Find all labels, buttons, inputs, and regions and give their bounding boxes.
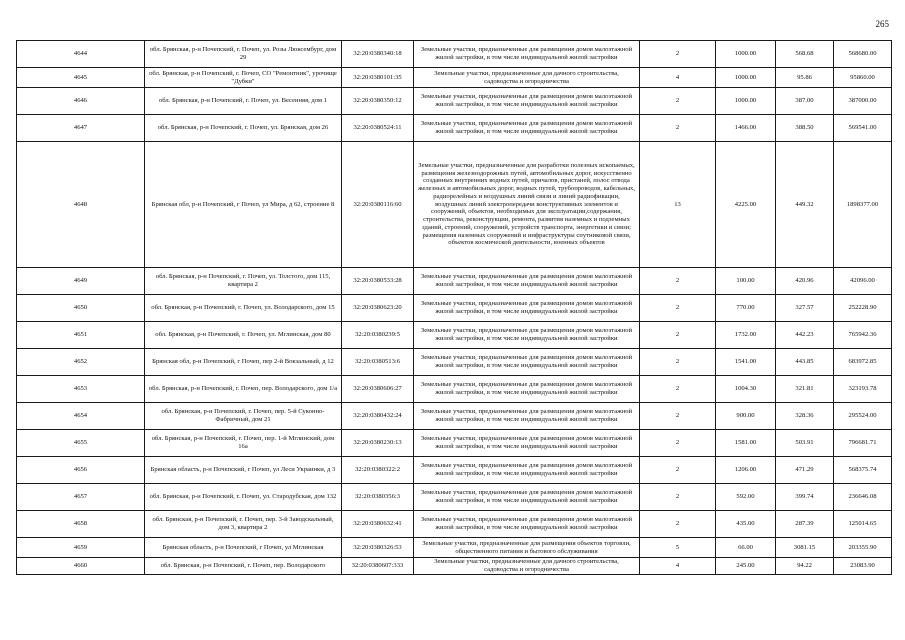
cadastral-value: 252228.90 [834,295,892,322]
land-use-purpose: Земельные участки, предназначенные для размещения домов малоэтажной жилой застройки, в том числе индивидуальной жилой застройки [414,403,640,430]
area-value: 1004.30 [716,376,776,403]
record-number: 4645 [17,68,145,88]
record-number: 4658 [17,511,145,538]
land-use-purpose: Земельные участки, предназначенные для размещения домов малоэтажной жилой застройки, в том числе индивидуальной жилой застройки [414,322,640,349]
cadastral-number: 32:20:0380623:20 [342,295,414,322]
table-row [17,457,892,484]
land-use-purpose: Земельные участки, предназначенные для размещения домов малоэтажной жилой застройки, в том числе индивидуальной жилой застройки [414,268,640,295]
specific-value: 94.22 [776,558,834,575]
address-cell: Брянская область, р-н Почепский, г Почеп, ул Мглинская [145,538,342,558]
cadastral-value: 203355.90 [834,538,892,558]
address-cell: обл. Брянская, р-н Почепский, г. Почеп, пер. 3-й Заводскальный, дом 3, квартира 2 [145,511,342,538]
address-cell: обл. Брянская, р-н Почепский, г. Почеп, пер. Володарского, дом 1/а [145,376,342,403]
cadastral-number: 32:20:0380340:18 [342,41,414,68]
address-cell: обл. Брянская, р-н Почепский, г. Почеп, пер. 5-й Суконно-Фабричный, дом 21 [145,403,342,430]
table-row [17,68,892,88]
use-type-code: 2 [640,511,716,538]
cadastral-value: 125014.65 [834,511,892,538]
address-cell: обл. Брянская, р-н Почепский, г. Почеп, ул. Весенняя, дом 1 [145,88,342,115]
area-value: 66.00 [716,538,776,558]
record-number: 4646 [17,88,145,115]
specific-value: 399.74 [776,484,834,511]
land-use-purpose: Земельные участки, предназначенные для размещения объектов торговли, общественного питания и бытового обслуживания [414,538,640,558]
area-value: 4225.00 [716,142,776,268]
cadastral-number: 32:20:0380432:24 [342,403,414,430]
cadastral-number: 32:20:0380607:333 [342,558,414,575]
land-use-purpose: Земельные участки, предназначенные для размещения домов малоэтажной жилой застройки, в том числе индивидуальной жилой застройки [414,511,640,538]
area-value: 1000.00 [716,88,776,115]
land-use-purpose: Земельные участки, предназначенные для размещения домов малоэтажной жилой застройки, в том числе индивидуальной жилой застройки [414,457,640,484]
cadastral-number: 32:20:0380230:13 [342,430,414,457]
table-row [17,322,892,349]
cadastral-number: 32:20:0380606:27 [342,376,414,403]
table-row [17,295,892,322]
area-value: 1541.00 [716,349,776,376]
use-type-code: 4 [640,68,716,88]
record-number: 4650 [17,295,145,322]
table-body [17,41,892,575]
specific-value: 327.57 [776,295,834,322]
table-row [17,41,892,68]
specific-value: 568.68 [776,41,834,68]
use-type-code: 2 [640,88,716,115]
area-value: 245.00 [716,558,776,575]
table-row [17,88,892,115]
specific-value: 321.81 [776,376,834,403]
address-cell: обл. Брянская, р-н Почепский, г. Почеп, ул. Мглинская, дом 80 [145,322,342,349]
area-value: 900.00 [716,403,776,430]
land-use-purpose: Земельные участки, предназначенные для размещения домов малоэтажной жилой застройки, в том числе индивидуальной жилой застройки [414,430,640,457]
cadastral-number: 32:20:0380356:3 [342,484,414,511]
use-type-code: 5 [640,538,716,558]
land-use-purpose: Земельные участки, предназначенные для разработки полезных ископаемых, размещения железнодорожных путей, автомобильных дорог, искусственно созданных внутренних водных путей, причалов, пристаней, полос отвода железных и автомобильных дорог, водных путей, трубопроводов, кабельных, радиорелейных и воздушных линий связи и линий радиофикации, воздушных линий электропередачи конструктивных элементов и сооружений, объектов, необходимых для эксплуатации,содержания, строительства, реконструкции, ремонта, развития наземных и подземных зданий, строений, сооружений, устройств транспорта, энергетики и связи; размещения наземных сооружений и инфраструктуры спутниковой связи, объектов космической деятельности, военных объектов [414,142,640,268]
use-type-code: 13 [640,142,716,268]
record-number: 4656 [17,457,145,484]
record-number: 4647 [17,115,145,142]
record-number: 4657 [17,484,145,511]
cadastral-number: 32:20:0380524:11 [342,115,414,142]
table-row [17,511,892,538]
area-value: 1000.00 [716,68,776,88]
use-type-code: 4 [640,558,716,575]
address-cell: обл. Брянская, р-н Почепский, г. Почеп, ул. Володарского, дом 15 [145,295,342,322]
area-value: 435.00 [716,511,776,538]
use-type-code: 2 [640,268,716,295]
cadastral-value-table [16,40,892,575]
use-type-code: 2 [640,322,716,349]
land-use-purpose: Земельные участки, предназначенные для дачного строительства, садоводства и огородничества [414,558,640,575]
land-use-purpose: Земельные участки, предназначенные для размещения домов малоэтажной жилой застройки, в том числе индивидуальной жилой застройки [414,295,640,322]
table-row [17,376,892,403]
address-cell: Брянская область, р-н Почепский, г Почеп, ул Леси Украинки, д 3 [145,457,342,484]
specific-value: 471.29 [776,457,834,484]
land-use-purpose: Земельные участки, предназначенные для размещения домов малоэтажной жилой застройки, в том числе индивидуальной жилой застройки [414,41,640,68]
cadastral-number: 32:20:0380533:28 [342,268,414,295]
area-value: 1000.00 [716,41,776,68]
cadastral-value: 23083.90 [834,558,892,575]
cadastral-value: 568375.74 [834,457,892,484]
use-type-code: 2 [640,457,716,484]
specific-value: 388.50 [776,115,834,142]
area-value: 1581.00 [716,430,776,457]
cadastral-value: 295524.00 [834,403,892,430]
cadastral-value: 683972.85 [834,349,892,376]
use-type-code: 2 [640,484,716,511]
table-row [17,558,892,575]
cadastral-value: 323193.78 [834,376,892,403]
record-number: 4655 [17,430,145,457]
cadastral-value: 42096.00 [834,268,892,295]
table-row [17,349,892,376]
area-value: 770.00 [716,295,776,322]
use-type-code: 2 [640,41,716,68]
table-row [17,142,892,268]
record-number: 4653 [17,376,145,403]
cadastral-value: 796681.71 [834,430,892,457]
specific-value: 503.91 [776,430,834,457]
record-number: 4659 [17,538,145,558]
specific-value: 95.86 [776,68,834,88]
cadastral-value: 1898377.00 [834,142,892,268]
page-number: 265 [875,19,889,29]
area-value: 1206.00 [716,457,776,484]
use-type-code: 2 [640,403,716,430]
address-cell: обл. Брянская, р-н Почепский, г. Почеп, пер. Володарского [145,558,342,575]
address-cell: Брянская обл, р-н Почепский, г Почеп, пер 2-й Вокзальный, д 12 [145,349,342,376]
cadastral-number: 32:20:0380116:60 [342,142,414,268]
land-use-purpose: Земельные участки, предназначенные для размещения домов малоэтажной жилой застройки, в том числе индивидуальной жилой застройки [414,88,640,115]
specific-value: 328.36 [776,403,834,430]
cadastral-value: 387000.00 [834,88,892,115]
record-number: 4649 [17,268,145,295]
land-use-purpose: Земельные участки, предназначенные для размещения домов малоэтажной жилой застройки, в том числе индивидуальной жилой застройки [414,115,640,142]
cadastral-number: 32:20:0380513:6 [342,349,414,376]
specific-value: 287.39 [776,511,834,538]
use-type-code: 2 [640,349,716,376]
specific-value: 449.32 [776,142,834,268]
land-use-purpose: Земельные участки, предназначенные для размещения домов малоэтажной жилой застройки, в том числе индивидуальной жилой застройки [414,376,640,403]
cadastral-value: 569541.00 [834,115,892,142]
cadastral-value: 95860.00 [834,68,892,88]
use-type-code: 2 [640,430,716,457]
record-number: 4654 [17,403,145,430]
table-row [17,268,892,295]
specific-value: 443.85 [776,349,834,376]
table-row [17,484,892,511]
area-value: 100.00 [716,268,776,295]
address-cell: обл. Брянская, р-н Почепский, г. Почеп, СО "Ремонтник", урочище "Дубки" [145,68,342,88]
use-type-code: 2 [640,295,716,322]
cadastral-number: 32:20:0380101:35 [342,68,414,88]
record-number: 4648 [17,142,145,268]
area-value: 1466.00 [716,115,776,142]
cadastral-number: 32:20:0380239:5 [342,322,414,349]
cadastral-value: 765942.36 [834,322,892,349]
area-value: 592.00 [716,484,776,511]
address-cell: Брянская обл, р-н Почепский, г Почеп, ул Мира, д 62, строение 8 [145,142,342,268]
table-row [17,115,892,142]
cadastral-value: 568680.00 [834,41,892,68]
cadastral-value: 236646.08 [834,484,892,511]
specific-value: 442.23 [776,322,834,349]
specific-value: 420.96 [776,268,834,295]
area-value: 1732.00 [716,322,776,349]
address-cell: обл. Брянская, р-н Почепский, г. Почеп, пер. 1-й Мглинский, дом 16а [145,430,342,457]
land-use-purpose: Земельные участки, предназначенные для размещения домов малоэтажной жилой застройки, в том числе индивидуальной жилой застройки [414,484,640,511]
record-number: 4651 [17,322,145,349]
cadastral-number: 32:20:0380632:41 [342,511,414,538]
use-type-code: 2 [640,115,716,142]
land-use-purpose: Земельные участки, предназначенные для дачного строительства, садоводства и огородничества [414,68,640,88]
record-number: 4644 [17,41,145,68]
address-cell: обл. Брянская, р-н Почепский, г. Почеп, ул. Брянская, дом 26 [145,115,342,142]
specific-value: 387.00 [776,88,834,115]
table-row [17,403,892,430]
table-row [17,538,892,558]
address-cell: обл. Брянская, р-н Почепский, г. Почеп, ул. Розы Люксембург, дом 29 [145,41,342,68]
address-cell: обл. Брянская, р-н Почепский, г. Почеп, ул. Толстого, дом 115, квартира 2 [145,268,342,295]
use-type-code: 2 [640,376,716,403]
table-row [17,430,892,457]
cadastral-number: 32:20:0380322:2 [342,457,414,484]
specific-value: 3081.15 [776,538,834,558]
record-number: 4652 [17,349,145,376]
cadastral-number: 32:20:0380350:12 [342,88,414,115]
address-cell: обл. Брянская, р-н Почепский, г. Почеп, ул. Стародубская, дом 132 [145,484,342,511]
record-number: 4660 [17,558,145,575]
cadastral-number: 32:20:0380326:53 [342,538,414,558]
land-use-purpose: Земельные участки, предназначенные для размещения домов малоэтажной жилой застройки, в том числе индивидуальной жилой застройки [414,349,640,376]
